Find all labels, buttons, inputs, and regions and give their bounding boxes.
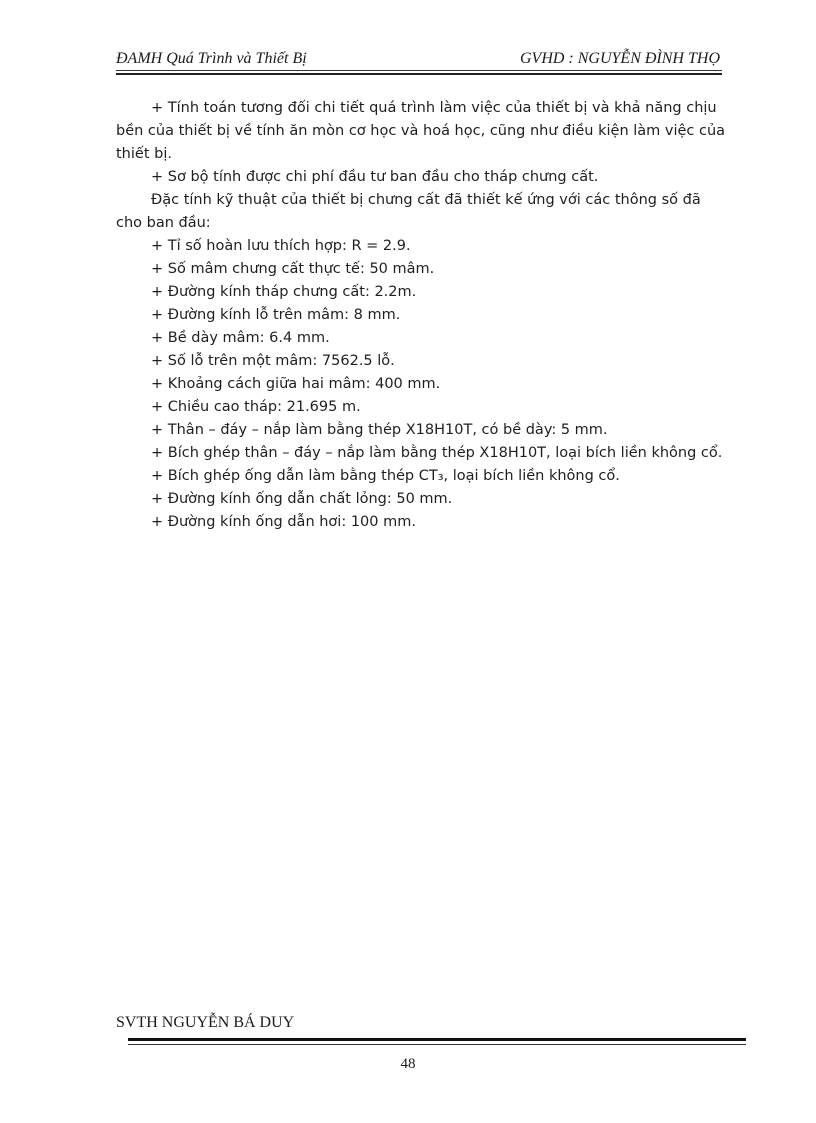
footer-student-name: SVTH NGUYỄN BÁ DUY: [116, 1014, 295, 1031]
page-header: [116, 50, 722, 72]
spec-item: + Đường kính ống dẫn hơi: 100 mm.: [151, 514, 416, 530]
spec-item: + Thân – đáy – nắp làm bằng thép X18H10T, có bề dày: 5 mm.: [151, 422, 608, 438]
spec-item: + Số mâm chưng cất thực tế: 50 mâm.: [151, 261, 435, 277]
page-number: 48: [400, 1056, 416, 1072]
header-advisor: GVHD : NGUYỄN ĐÌNH THỌ: [519, 50, 720, 67]
spec-item: + Bích ghép thân – đáy – nắp làm bằng thép X18H10T, loại bích liền không cổ.: [151, 445, 723, 461]
paragraph: + Sơ bộ tính được chi phí đầu tư ban đầu cho tháp chưng cất.: [151, 169, 599, 185]
header-divider-thick: [116, 73, 722, 75]
header-course-title: ĐAMH Quá Trình và Thiết Bị: [116, 50, 307, 67]
spec-item: + Khoảng cách giữa hai mâm: 400 mm.: [151, 376, 441, 392]
spec-item: + Tỉ số hoàn lưu thích hợp: R = 2.9.: [151, 238, 411, 254]
paragraph: Đặc tính kỹ thuật của thiết bị chưng cất đã thiết kế ứng với các thông số đã cho ban đầu:: [116, 192, 701, 231]
spec-item: + Bích ghép ống dẫn làm bằng thép CT₃, loại bích liền không cổ.: [151, 468, 620, 484]
footer-divider-thin: [128, 1044, 746, 1045]
spec-item: + Chiều cao tháp: 21.695 m.: [151, 399, 361, 415]
header-divider-thin: [116, 70, 722, 71]
spec-item: + Bề dày mâm: 6.4 mm.: [151, 330, 330, 346]
spec-item: + Đường kính ống dẫn chất lỏng: 50 mm.: [151, 491, 453, 507]
paragraph: + Tính toán tương đối chi tiết quá trình làm việc của thiết bị và khả năng chịu bền của thiết bị về tính ăn mòn cơ học và hoá học, cũng như điều kiện làm việc của thiết bị.: [116, 100, 726, 162]
spec-item: + Đường kính lỗ trên mâm: 8 mm.: [151, 307, 401, 323]
footer-divider-thick: [128, 1038, 746, 1041]
body-text: [116, 97, 726, 534]
spec-item: + Đường kính tháp chưng cất: 2.2m.: [151, 284, 417, 300]
spec-item: + Số lỗ trên một mâm: 7562.5 lỗ.: [151, 353, 395, 369]
